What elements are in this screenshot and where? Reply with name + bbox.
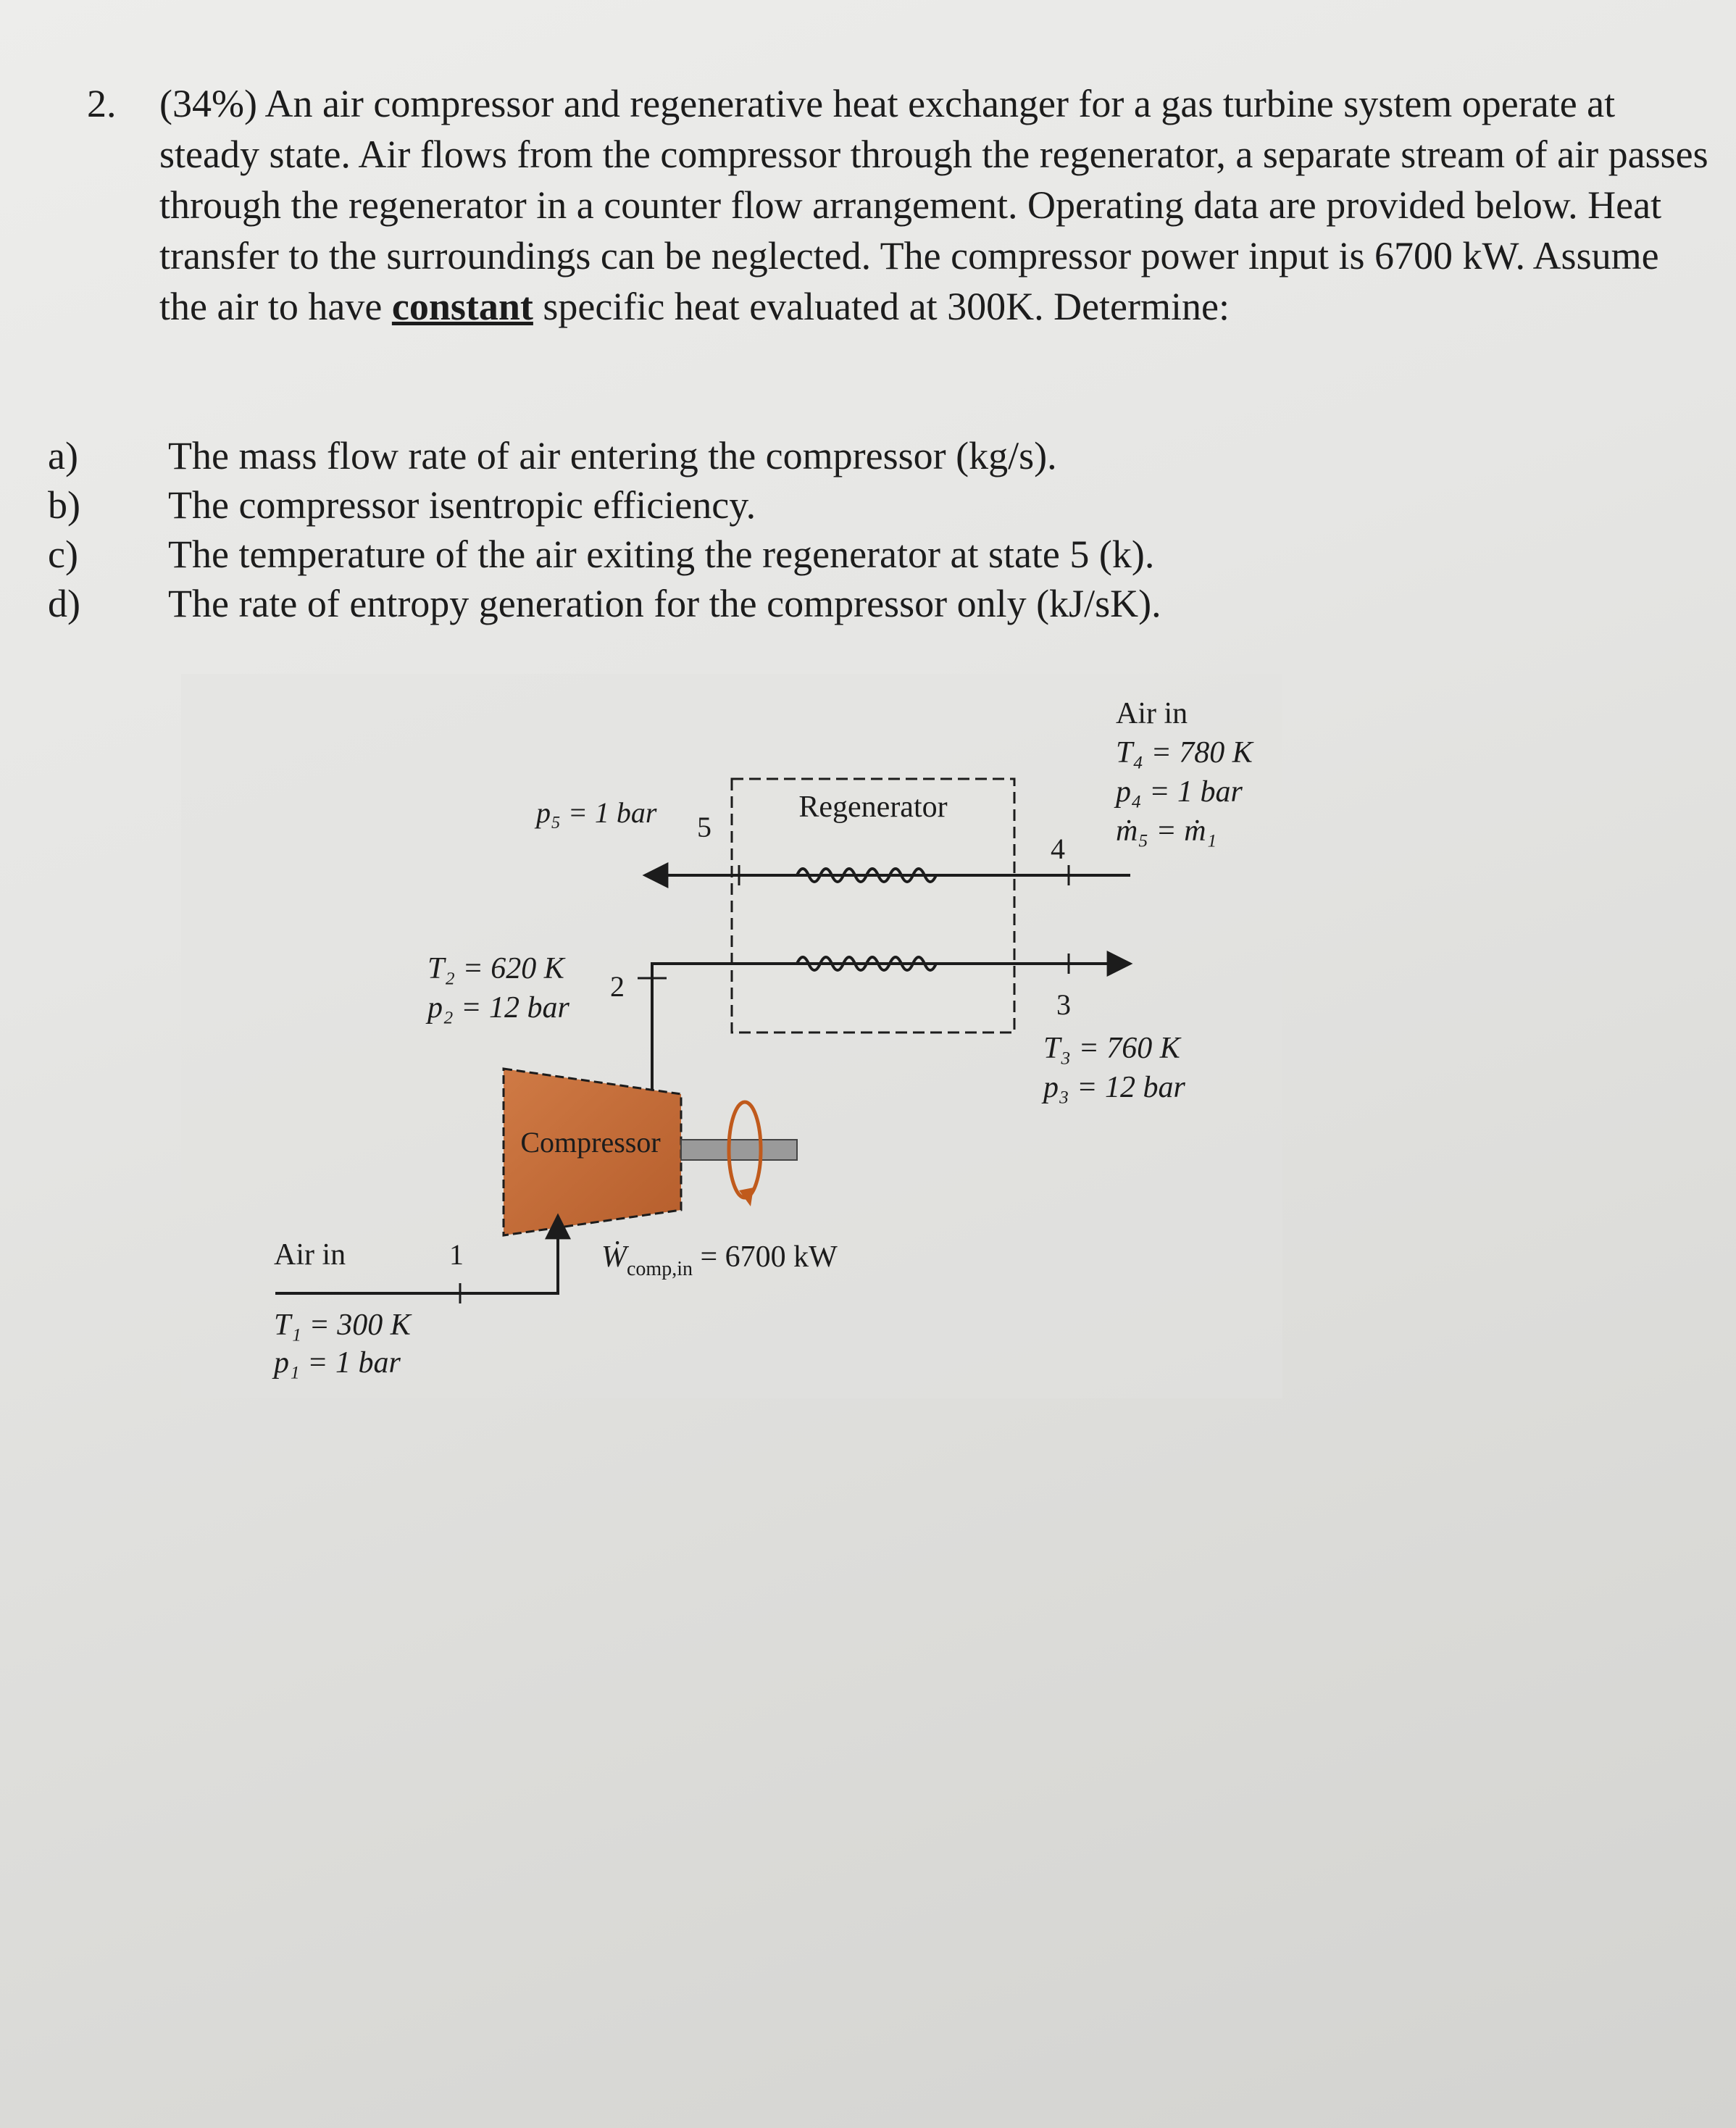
compressor-label: Compressor [520,1126,661,1159]
regenerator-label: Regenerator [798,790,948,824]
problem-body [159,78,1710,332]
part-letter: c) [48,533,78,576]
problem-text-after: specific heat evaluated at 300K. Determine: [533,285,1230,328]
problem-number: 2. [87,82,117,125]
diagram-svg [181,674,1282,1398]
state-4-label: 4 [1051,833,1065,865]
problem-text-before: (34%) An air compressor and regenerative heat exchanger for a gas turbine system operate at steady state. Air flows from the compressor through the regenerator, a separate stream of air passes through the regenerator in a counter flow arrangement. Operating data are provided below. Heat transfer to the surroundings can be neglected. The compressor power input is 6700 kW. Assume the air to have [159,82,1708,328]
system-diagram [181,674,1282,1398]
p3-label: p₃ = 12 bar [1043,1071,1185,1104]
part-letter: d) [48,582,80,625]
T1-label: T₁ = 300 K [274,1309,411,1342]
T2-label: T₂ = 620 K [427,952,564,985]
state-1-label: 1 [449,1238,464,1271]
air-in-bottom-label: Air in [274,1238,346,1272]
T4-label: T₄ = 780 K [1116,736,1253,769]
p2-label: p₂ = 12 bar [427,991,569,1025]
part-text: The rate of entropy generation for the compressor only (kJ/sK). [168,582,1161,625]
state-2-label: 2 [610,970,625,1003]
air-in-top-label: Air in [1116,697,1188,730]
problem-emphasis: constant [391,285,533,328]
problem-statement [87,78,1710,332]
power-subscript: comp,in [627,1258,693,1280]
p4-label: p₄ = 1 bar [1116,775,1243,809]
part-letter: b) [48,483,80,527]
part-text: The temperature of the air exiting the regenerator at state 5 (k). [168,533,1155,576]
compressor-shaft [681,1140,797,1160]
m5-label: ṁ₅ = ṁ₁ [1116,814,1217,848]
T3-label: T₃ = 760 K [1043,1032,1180,1065]
p5-label: p₅ = 1 bar [536,796,657,829]
part-text: The mass flow rate of air entering the compressor (kg/s). [168,434,1057,477]
power-symbol: Ẇ [601,1240,627,1274]
state-3-label: 3 [1056,988,1071,1021]
power-value: = 6700 kW [693,1240,838,1274]
part-text: The compressor isentropic efficiency. [168,483,756,527]
part-letter: a) [48,434,78,477]
p1-label: p₁ = 1 bar [274,1346,401,1380]
state-5-label: 5 [697,811,711,843]
